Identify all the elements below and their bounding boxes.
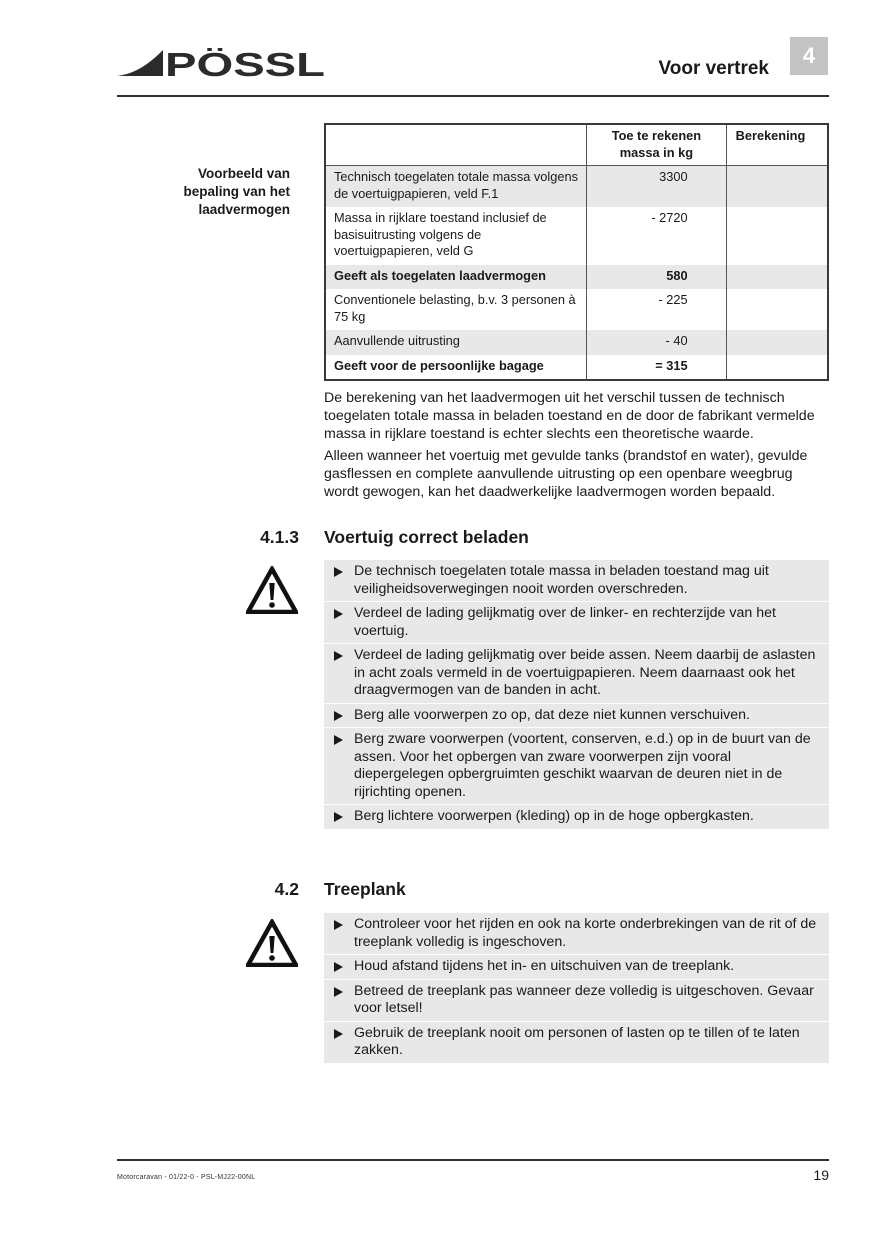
warning-triangle-icon xyxy=(246,566,298,614)
bullet-arrow-icon xyxy=(334,962,343,972)
bullet-arrow-icon xyxy=(334,1029,343,1039)
row-calculation-cell xyxy=(726,289,828,330)
list-item-text: Verdeel de lading gelijkmatig over beide assen. Neem daarbij de aslasten in acht zoals vermeld in de voertuigpapieren. Neem daarnaast ook het draagvermogen van de banden in acht. xyxy=(354,647,816,698)
section-title: Treeplank xyxy=(324,879,406,899)
row-calculation-cell xyxy=(726,355,828,381)
row-mass-value: - 40 xyxy=(587,330,726,355)
body-paragraph: De berekening van het laadvermogen uit het verschil tussen de technisch toegelaten totale massa in beladen toestand en de door de fabrikant vermelde massa in rijklare toestand is echter slechts een theoretische waarde. xyxy=(324,390,815,442)
row-mass-value: 580 xyxy=(587,265,726,290)
section-title: Voertuig correct beladen xyxy=(324,527,529,547)
list-item xyxy=(324,980,829,1022)
list-item-text: Berg alle voorwerpen zo op, dat deze niet kunnen verschuiven. xyxy=(354,706,750,723)
body-paragraph: Alleen wanneer het voertuig met gevulde tanks (brandstof en water), gevulde gasflessen en complete aanvullende uitrusting op een openbare weegbrug wordt gewogen, kan het daadwerkelijke laadvermogen worden bepaald. xyxy=(324,448,808,500)
row-label: Geeft als toegelaten laadvermogen xyxy=(325,265,587,290)
warning-triangle-icon xyxy=(246,919,298,967)
bullet-arrow-icon xyxy=(334,651,343,661)
row-mass-value: - 2720 xyxy=(587,207,726,265)
list-item xyxy=(324,1022,829,1063)
section-number: 4.2 xyxy=(274,879,299,899)
table-row xyxy=(325,166,828,208)
warning-bullet-list xyxy=(324,560,829,829)
table-row xyxy=(325,330,828,355)
bullet-arrow-icon xyxy=(334,609,343,619)
row-label: Massa in rijklare toestand inclusief de basisuitrusting volgens de voertuigpapieren, veld G xyxy=(334,210,547,258)
list-item xyxy=(324,913,829,955)
list-item-text: De technisch toegelaten totale massa in beladen toestand mag uit veiligheidsoverwegingen nooit worden overschreden. xyxy=(354,563,769,597)
list-item xyxy=(324,805,829,829)
list-item-text: Gebruik de treeplank nooit om personen of lasten op te tillen of te laten zakken. xyxy=(354,1024,800,1058)
table-row-total xyxy=(325,355,828,381)
list-item-text: Verdeel de lading gelijkmatig over de linker- en rechterzijde van het voertuig. xyxy=(354,605,776,639)
bullet-arrow-icon xyxy=(334,711,343,721)
row-calculation-cell xyxy=(726,207,828,265)
row-mass-value: = 315 xyxy=(587,355,726,381)
bullet-arrow-icon xyxy=(334,812,343,822)
table-row-subtotal xyxy=(325,265,828,290)
bullet-arrow-icon xyxy=(334,567,343,577)
page-number: 19 xyxy=(813,1167,829,1183)
document-id: Motorcaravan - 01/22-0 - PSL-MJ22-00NL xyxy=(117,1174,256,1181)
side-label: Voorbeeld van bepaling van het laadvermogen xyxy=(183,166,290,217)
load-capacity-table xyxy=(324,123,829,381)
list-item xyxy=(324,704,829,729)
bullet-arrow-icon xyxy=(334,920,343,930)
list-item-text: Betreed de treeplank pas wanneer deze volledig is uitgeschoven. Gevaar voor letsel! xyxy=(354,982,814,1016)
section-number: 4.1.3 xyxy=(260,527,299,547)
table-row xyxy=(325,207,828,265)
table-header-row xyxy=(325,124,828,166)
list-item-text: Houd afstand tijdens het in- en uitschuiven van de treeplank. xyxy=(354,958,735,974)
bullet-arrow-icon xyxy=(334,987,343,997)
row-calculation-cell xyxy=(726,265,828,290)
list-item-text: Berg lichtere voorwerpen (kleding) op in de hoge opbergkasten. xyxy=(354,808,754,824)
table-header-calculation: Berekening xyxy=(726,124,828,166)
list-item xyxy=(324,728,829,805)
list-item xyxy=(324,602,829,644)
row-label: Aanvullende uitrusting xyxy=(325,330,587,355)
warning-bullet-list xyxy=(324,913,829,1063)
row-calculation-cell xyxy=(726,330,828,355)
brand-logo xyxy=(117,48,327,78)
svg-text:PÖSSL: PÖSSL xyxy=(165,48,325,78)
row-label: Technisch toegelaten totale massa volgens de voertuigpapieren, veld F.1 xyxy=(325,166,587,208)
header-divider xyxy=(117,95,829,97)
chapter-number-badge: 4 xyxy=(790,37,828,75)
footer-divider xyxy=(117,1159,829,1161)
list-item-text: Controleer voor het rijden en ook na korte onderbrekingen van de rit of de treeplank volledig is ingeschoven. xyxy=(354,916,817,950)
list-item-text: Berg zware voorwerpen (voortent, conserven, e.d.) op in de buurt van de assen. Voor het opbergen van zware voorwerpen zijn vooral diepergelegen opbergruimten geschikt waarvan de deuren niet in de rijrichting openen. xyxy=(354,731,811,800)
table-row xyxy=(325,289,828,330)
row-mass-value: 3300 xyxy=(587,166,726,208)
row-label: Conventionele belasting, b.v. 3 personen à 75 kg xyxy=(334,292,576,324)
row-mass-value: - 225 xyxy=(587,289,726,330)
row-calculation-cell xyxy=(726,166,828,208)
list-item xyxy=(324,560,829,602)
table-header-empty xyxy=(325,124,587,166)
bullet-arrow-icon xyxy=(334,735,343,745)
list-item xyxy=(324,955,829,980)
list-item xyxy=(324,644,829,704)
chapter-title: Voor vertrek xyxy=(658,58,769,79)
row-label: Geeft voor de persoonlijke bagage xyxy=(334,357,544,373)
table-header-mass: Toe te rekenen massa in kg xyxy=(587,124,726,166)
